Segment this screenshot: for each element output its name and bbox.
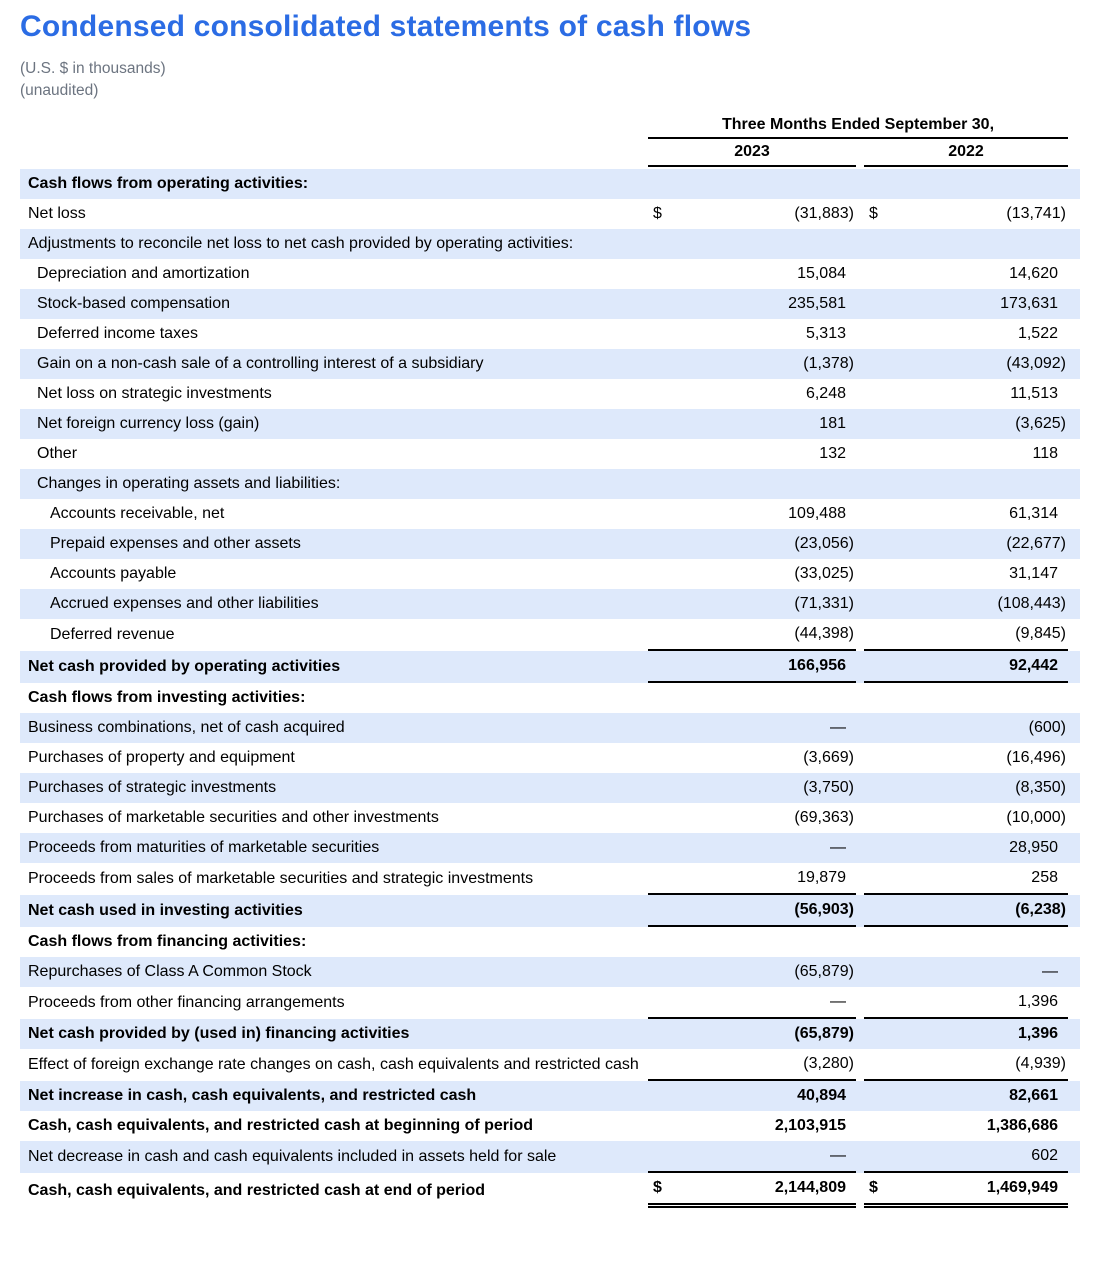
value: — — [830, 719, 846, 736]
value-cell-2022 — [864, 529, 1068, 559]
table-row — [20, 259, 1080, 289]
table-header — [20, 116, 1080, 167]
row-label: Net increase in cash, cash equivalents, and restricted cash — [28, 1087, 477, 1104]
value-cell-2022 — [864, 1081, 1068, 1111]
table-row — [20, 833, 1080, 863]
value-cell-2023 — [648, 743, 856, 773]
row-label: Net decrease in cash and cash equivalents included in assets held for sale — [28, 1148, 557, 1165]
value: 1,386,686 — [986, 1117, 1058, 1134]
value: 2,144,809 — [774, 1179, 846, 1196]
value-cell-2022 — [864, 651, 1068, 683]
value: 15,084 — [797, 265, 846, 282]
value: 1,522 — [1017, 325, 1058, 342]
row-label: Cash flows from financing activities: — [28, 933, 307, 950]
value: (3,669) — [803, 749, 854, 766]
value: 82,661 — [1009, 1087, 1058, 1104]
table-row — [20, 743, 1080, 773]
table-row — [20, 1173, 1080, 1208]
value-cell-2023 — [648, 289, 856, 319]
table-row — [20, 469, 1080, 499]
value-cell-2022 — [864, 833, 1068, 863]
value: 118 — [1032, 445, 1058, 462]
row-label: Net cash used in investing activities — [28, 902, 303, 919]
table-row — [20, 349, 1080, 379]
row-label: Accounts receivable, net — [50, 505, 225, 522]
table-row — [20, 229, 1080, 259]
value-cell-2023 — [648, 803, 856, 833]
value-cell-2022 — [864, 349, 1068, 379]
value-cell-2022 — [864, 559, 1068, 589]
row-label: Net loss on strategic investments — [37, 385, 272, 402]
table-row — [20, 289, 1080, 319]
value-cell-2022 — [864, 409, 1068, 439]
row-label: Accounts payable — [50, 565, 177, 582]
value: (71,331) — [794, 595, 854, 612]
table-row — [20, 619, 1080, 651]
value-cell-2022 — [864, 987, 1068, 1019]
value-cell-2023 — [648, 499, 856, 529]
row-label: Other — [37, 445, 78, 462]
table-row — [20, 773, 1080, 803]
value-cell-2022 — [864, 1111, 1068, 1141]
value: 61,314 — [1009, 505, 1058, 522]
value-cell-2023 — [648, 409, 856, 439]
row-label: Purchases of marketable securities and other investments — [28, 809, 439, 826]
unaudited-note: (unaudited) — [20, 82, 99, 99]
row-label: Cash flows from operating activities: — [28, 175, 309, 192]
row-label: Cash flows from investing activities: — [28, 689, 306, 706]
table-row — [20, 895, 1080, 927]
value: 92,442 — [1009, 657, 1058, 674]
value: (1,378) — [803, 355, 854, 372]
year-headers — [648, 140, 1068, 167]
row-label: Accrued expenses and other liabilities — [50, 595, 319, 612]
dollar-sign: $ — [869, 1179, 878, 1196]
table-row — [20, 409, 1080, 439]
value: 258 — [1031, 869, 1058, 886]
value-cell-2023 — [648, 169, 856, 199]
value: — — [830, 1147, 846, 1164]
value-cell-2022 — [864, 1019, 1068, 1049]
value-cell-2023 — [648, 259, 856, 289]
value: (6,238) — [1015, 901, 1066, 918]
value: (3,750) — [803, 779, 854, 796]
value-cell-2023 — [648, 957, 856, 987]
value: (108,443) — [997, 595, 1066, 612]
table-row — [20, 683, 1080, 713]
value: 6,248 — [805, 385, 846, 402]
row-label: Adjustments to reconcile net loss to net cash provided by operating activities: — [28, 235, 574, 252]
value-cell-2023 — [648, 833, 856, 863]
value: (33,025) — [794, 565, 854, 582]
row-label: Purchases of property and equipment — [28, 749, 295, 766]
table-row — [20, 1019, 1080, 1049]
value-cell-2023 — [648, 863, 856, 895]
units-note: (U.S. $ in thousands) — [20, 60, 166, 77]
value: 1,396 — [1017, 1025, 1058, 1042]
value-cell-2023 — [648, 1049, 856, 1081]
value-cell-2022 — [864, 619, 1068, 651]
table-row — [20, 803, 1080, 833]
value: 1,396 — [1017, 993, 1058, 1010]
value-cell-2023 — [648, 229, 856, 259]
table-row — [20, 957, 1080, 987]
value-cell-2022 — [864, 683, 1068, 713]
value: (13,741) — [1006, 205, 1066, 222]
value-cell-2022 — [864, 169, 1068, 199]
row-label: Net foreign currency loss (gain) — [37, 415, 260, 432]
table-row — [20, 651, 1080, 683]
table-row — [20, 559, 1080, 589]
value: 235,581 — [788, 295, 846, 312]
row-label: Net cash provided by operating activities — [28, 658, 341, 675]
table-row — [20, 863, 1080, 895]
table-row — [20, 1141, 1080, 1173]
value-cell-2022 — [864, 895, 1068, 927]
table-row — [20, 379, 1080, 409]
value: (9,845) — [1015, 625, 1066, 642]
value: — — [1042, 963, 1058, 980]
value-cell-2022 — [864, 319, 1068, 349]
value-cell-2023 — [648, 713, 856, 743]
value-cell-2023 — [648, 469, 856, 499]
row-label: Business combinations, net of cash acquired — [28, 719, 345, 736]
value-cell-2022 — [864, 863, 1068, 895]
value-cell-2022 — [864, 499, 1068, 529]
row-label: Repurchases of Class A Common Stock — [28, 963, 312, 980]
row-label: Net loss — [28, 205, 86, 222]
table-row — [20, 319, 1080, 349]
value-cell-2022 — [864, 379, 1068, 409]
value: 173,631 — [1000, 295, 1058, 312]
column-header-2023: 2023 — [648, 140, 856, 167]
value-cell-2022 — [864, 289, 1068, 319]
value: 181 — [819, 415, 846, 432]
value-cell-2023 — [648, 1173, 856, 1208]
value: (10,000) — [1006, 809, 1066, 826]
row-label: Purchases of strategic investments — [28, 779, 277, 796]
cash-flow-table — [20, 169, 1080, 1208]
value-cell-2023 — [648, 439, 856, 469]
table-row — [20, 199, 1080, 229]
row-label: Depreciation and amortization — [37, 265, 250, 282]
value: (16,496) — [1006, 749, 1066, 766]
row-label: Deferred revenue — [50, 626, 175, 643]
row-label: Changes in operating assets and liabilities: — [37, 475, 341, 492]
table-row — [20, 1049, 1080, 1081]
value-cell-2022 — [864, 1173, 1068, 1208]
value-cell-2022 — [864, 957, 1068, 987]
row-label: Cash, cash equivalents, and restricted cash at end of period — [28, 1181, 486, 1199]
value-cell-2023 — [648, 319, 856, 349]
table-row — [20, 713, 1080, 743]
value-cell-2023 — [648, 559, 856, 589]
value-cell-2022 — [864, 439, 1068, 469]
value-cell-2023 — [648, 1141, 856, 1173]
value: 31,147 — [1009, 565, 1058, 582]
value-cell-2022 — [864, 713, 1068, 743]
row-label: Net cash provided by (used in) financing activities — [28, 1025, 410, 1042]
value-cell-2022 — [864, 1141, 1068, 1173]
dollar-sign: $ — [653, 1179, 662, 1196]
value: 14,620 — [1009, 265, 1058, 282]
value: 28,950 — [1009, 839, 1058, 856]
page-title: Condensed consolidated statements of cash flows — [20, 10, 752, 43]
value-cell-2022 — [864, 803, 1068, 833]
row-label: Prepaid expenses and other assets — [50, 535, 301, 552]
value: 19,879 — [797, 869, 846, 886]
header-spacer — [20, 116, 648, 167]
table-row — [20, 529, 1080, 559]
value-cell-2022 — [864, 199, 1068, 229]
row-label: Proceeds from maturities of marketable securities — [28, 839, 380, 856]
value-cell-2022 — [864, 469, 1068, 499]
value-cell-2023 — [648, 1081, 856, 1111]
value: (3,625) — [1015, 415, 1066, 432]
value: (31,883) — [794, 205, 854, 222]
value-cell-2023 — [648, 773, 856, 803]
table-row — [20, 499, 1080, 529]
value: 166,956 — [788, 657, 846, 674]
dollar-sign: $ — [869, 205, 878, 222]
value-cell-2022 — [864, 589, 1068, 619]
column-header-2022: 2022 — [864, 140, 1068, 167]
table-row — [20, 439, 1080, 469]
value: 132 — [819, 445, 846, 462]
period-header: Three Months Ended September 30, — [648, 116, 1068, 139]
value-cell-2023 — [648, 683, 856, 713]
value: 5,313 — [805, 325, 846, 342]
table-row — [20, 1111, 1080, 1141]
value: (69,363) — [794, 809, 854, 826]
value-cell-2023 — [648, 619, 856, 651]
value-cell-2023 — [648, 349, 856, 379]
row-label: Stock-based compensation — [37, 295, 230, 312]
value: 109,488 — [788, 505, 846, 522]
value: 602 — [1031, 1147, 1058, 1164]
value-cell-2022 — [864, 229, 1068, 259]
value: 11,513 — [1010, 385, 1058, 402]
value-cell-2023 — [648, 651, 856, 683]
value-cell-2023 — [648, 1019, 856, 1049]
row-label: Effect of foreign exchange rate changes on cash, cash equivalents and restricted cash — [28, 1056, 639, 1073]
dollar-sign: $ — [653, 205, 662, 222]
table-row — [20, 1081, 1080, 1111]
value-cell-2022 — [864, 927, 1068, 957]
value: 1,469,949 — [986, 1179, 1058, 1196]
value-cell-2023 — [648, 895, 856, 927]
value: — — [830, 993, 846, 1010]
value-cell-2023 — [648, 927, 856, 957]
value: (65,879) — [794, 1025, 854, 1042]
row-label: Deferred income taxes — [37, 325, 198, 342]
value-cell-2022 — [864, 259, 1068, 289]
value: (43,092) — [1006, 355, 1066, 372]
row-label: Cash, cash equivalents, and restricted cash at beginning of period — [28, 1117, 534, 1134]
value: 40,894 — [797, 1087, 846, 1104]
row-label: Proceeds from sales of marketable securities and strategic investments — [28, 870, 534, 887]
value-cell-2023 — [648, 379, 856, 409]
value: (600) — [1028, 719, 1066, 736]
value-cell-2023 — [648, 987, 856, 1019]
value-cell-2023 — [648, 199, 856, 229]
value: (4,939) — [1015, 1055, 1066, 1072]
value: (44,398) — [794, 625, 854, 642]
row-label: Proceeds from other financing arrangements — [28, 994, 345, 1011]
value-cell-2022 — [864, 1049, 1068, 1081]
table-row — [20, 927, 1080, 957]
value-cell-2022 — [864, 773, 1068, 803]
value: (3,280) — [803, 1055, 854, 1072]
row-label: Gain on a non-cash sale of a controlling interest of a subsidiary — [37, 355, 484, 372]
value: (65,879) — [794, 963, 854, 980]
value-cell-2023 — [648, 529, 856, 559]
table-row — [20, 169, 1080, 199]
value-cell-2022 — [864, 743, 1068, 773]
table-row — [20, 987, 1080, 1019]
value-cell-2023 — [648, 589, 856, 619]
period-column-group — [648, 116, 1068, 167]
table-row — [20, 589, 1080, 619]
value: (8,350) — [1015, 779, 1066, 796]
value: — — [830, 839, 846, 856]
value: (56,903) — [794, 901, 854, 918]
value: (22,677) — [1006, 535, 1066, 552]
value-cell-2023 — [648, 1111, 856, 1141]
value: 2,103,915 — [774, 1117, 846, 1134]
value: (23,056) — [794, 535, 854, 552]
